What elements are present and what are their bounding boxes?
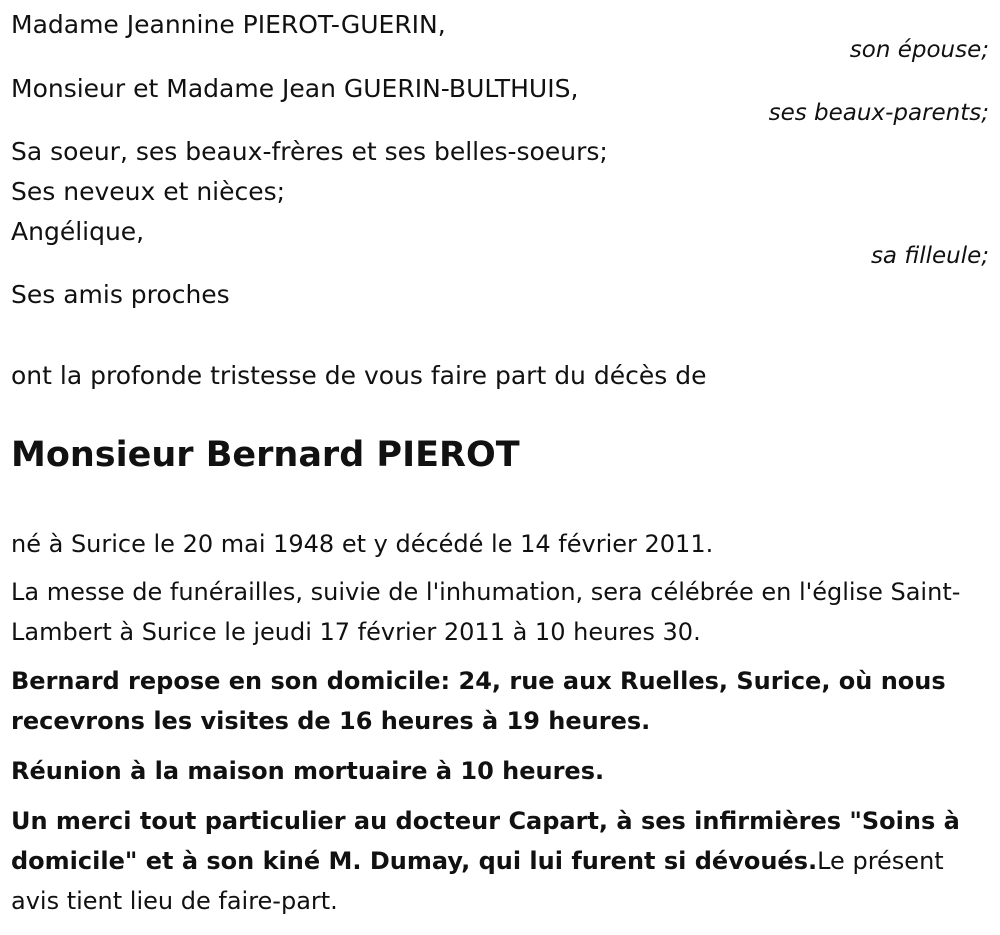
relation-goddaughter: sa filleule; <box>870 243 989 269</box>
announcement-text: ont la profonde tristesse de vous faire part du décès de <box>11 361 707 390</box>
relation-spouse: son épouse; <box>849 37 989 63</box>
deceased-name: Monsieur Bernard PIEROT <box>11 435 520 475</box>
family-member-spouse: Madame Jeannine PIEROT-GUERIN, <box>11 10 446 39</box>
notice-text: Le présent avis tient lieu de faire-part. <box>11 847 944 915</box>
wake-text: Bernard repose en son domicile: 24, rue aux Ruelles, Surice, où nous recevrons les visites de 16 heures à 19 heures. <box>11 667 946 735</box>
family-member-goddaughter: Angélique, <box>11 217 145 246</box>
family-member-parents-in-law: Monsieur et Madame Jean GUERIN-BULTHUIS, <box>11 74 579 103</box>
birth-death-text: né à Surice le 20 mai 1948 et y décédé le 14 février 2011. <box>11 530 714 558</box>
thanks-paragraph <box>11 801 991 921</box>
family-member-nephews-nieces: Ses neveux et nièces; <box>11 177 286 206</box>
family-member-siblings: Sa soeur, ses beaux-frères et ses belles-soeurs; <box>11 137 608 166</box>
meeting-text: Réunion à la maison mortuaire à 10 heures. <box>11 757 605 785</box>
relation-parents-in-law: ses beaux-parents; <box>768 100 989 126</box>
thanks-text: Un merci tout particulier au docteur Capart, à ses infirmières "Soins à domicile" et à son kiné M. Dumay, qui lui furent si dévoués. <box>11 807 960 875</box>
funeral-text: La messe de funérailles, suivie de l'inhumation, sera célébrée en l'église Saint-Lambert à Surice le jeudi 17 février 2011 à 10 heures 30. <box>11 578 961 646</box>
family-member-friends: Ses amis proches <box>11 280 230 309</box>
